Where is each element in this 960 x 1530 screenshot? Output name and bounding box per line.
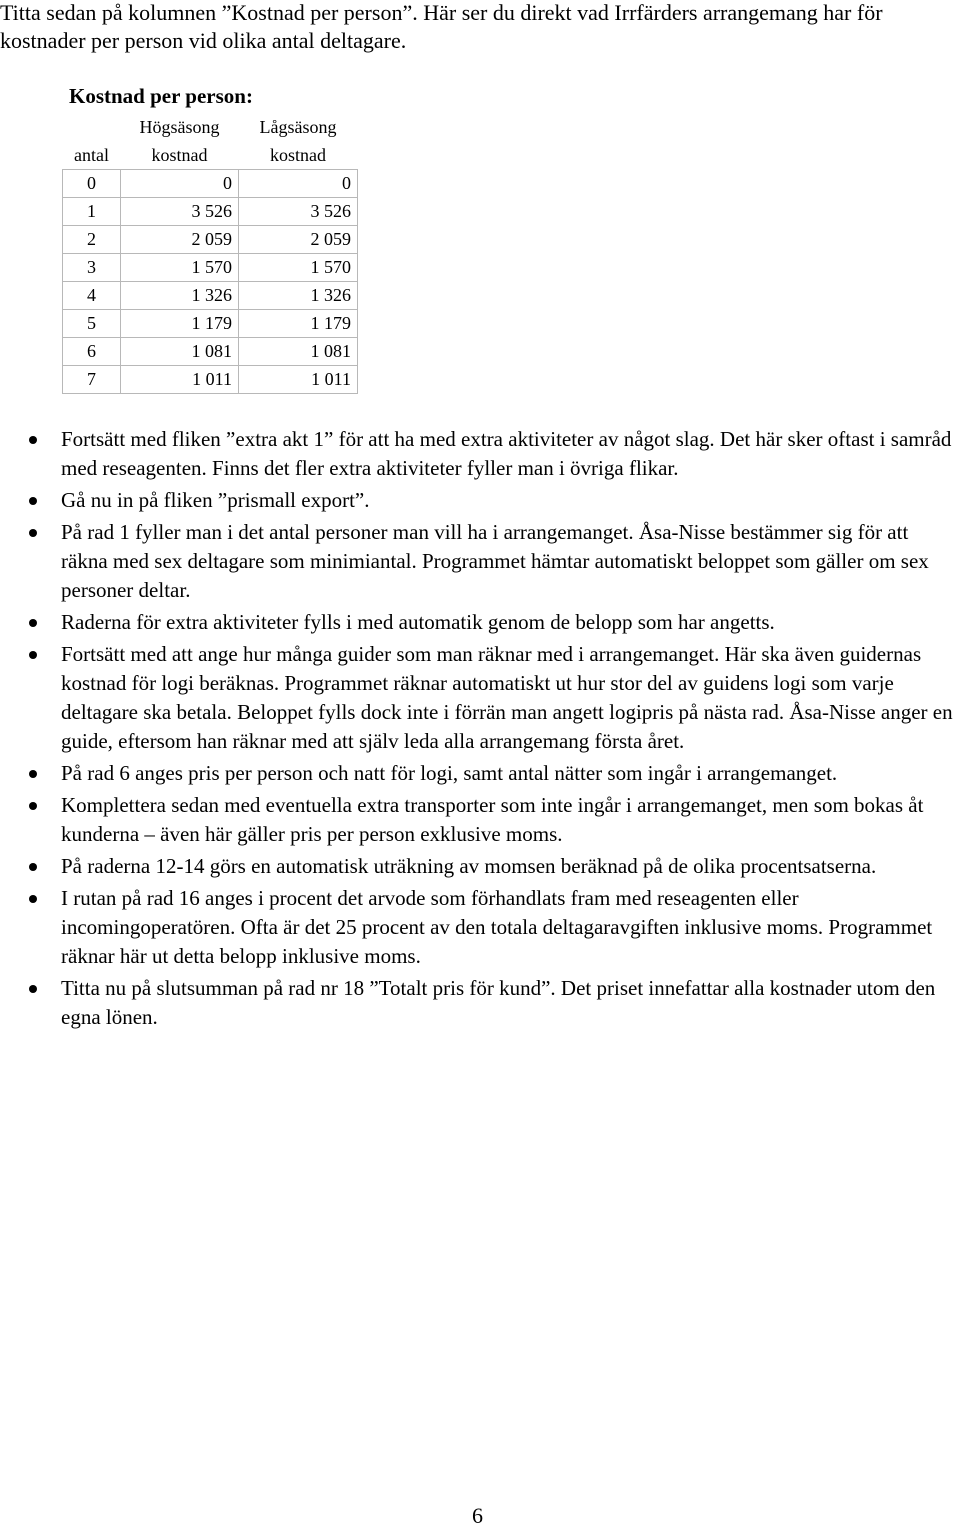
- list-item-text: På raderna 12-14 görs en automatisk uträkning av momsen beräknad på de olika procentsatserna.: [61, 854, 877, 878]
- table-cell: 3: [63, 254, 121, 282]
- table-header-row-columns: [63, 142, 358, 170]
- list-item-text: Gå nu in på fliken ”prismall export”.: [61, 488, 370, 512]
- table-cell: 3 526: [121, 198, 239, 226]
- list-item-text: I rutan på rad 16 anges i procent det arvode som förhandlats fram med reseagenten eller incomingoperatören. Ofta är det 25 procent av den totala deltagaravgiften inklusive moms. Programmet räknar här ut detta belopp inklusive moms.: [61, 886, 933, 968]
- table-cell: 2 059: [239, 226, 358, 254]
- table-row: [63, 198, 358, 226]
- table-row: [63, 254, 358, 282]
- bullet-icon: [29, 863, 37, 871]
- table-cell: 1 179: [239, 310, 358, 338]
- table-header-cell: Högsäsong: [139, 117, 220, 137]
- table-header-row-season: [63, 114, 358, 142]
- table-cell: 0: [63, 170, 121, 198]
- table-cell: 1: [63, 198, 121, 226]
- list-item-text: Fortsätt med fliken ”extra akt 1” för att ha med extra aktiviteter av något slag. Det här sker oftast i samråd med reseagenten. Finns det fler extra aktiviteter fyller man i övriga flikar.: [61, 427, 952, 480]
- bullet-icon: [29, 802, 37, 810]
- page-number: 6: [472, 1503, 483, 1528]
- table-cell: 2: [63, 226, 121, 254]
- list-item-text: Fortsätt med att ange hur många guider som man räknar med i arrangemanget. Här ska även guidernas kostnad för logi beräknas. Programmet räknar automatiskt ut hur stor del av guidens logi som varje deltagare ska betala. Beloppet fylls dock inte i förrän man angett logipris på nästa rad. Åsa-Nisse anger en guide, eftersom han räknar med att själv leda alla arrangemang första året.: [61, 642, 953, 753]
- table-cell: 1 011: [121, 366, 239, 394]
- list-item: [0, 884, 960, 971]
- instruction-list: [0, 425, 960, 1035]
- bullet-icon: [29, 619, 37, 627]
- table-cell: 1 570: [239, 254, 358, 282]
- table-header-cell: [63, 114, 121, 142]
- list-item: [0, 759, 960, 788]
- table-row: [63, 366, 358, 394]
- table-cell: 1 081: [121, 338, 239, 366]
- list-item: [0, 486, 960, 515]
- table-header-cell: kostnad: [239, 142, 358, 170]
- list-item: [0, 425, 960, 483]
- list-item: [0, 518, 960, 605]
- list-item: [0, 640, 960, 756]
- list-item: [0, 974, 960, 1032]
- bullet-icon: [29, 985, 37, 993]
- table-cell: 2 059: [121, 226, 239, 254]
- bullet-icon: [29, 651, 37, 659]
- bullet-icon: [29, 436, 37, 444]
- bullet-icon: [29, 529, 37, 537]
- table-title: Kostnad per person:: [69, 84, 253, 108]
- table-cell: 0: [121, 170, 239, 198]
- table-header-cell: antal: [63, 142, 121, 170]
- table-cell: 1 179: [121, 310, 239, 338]
- table-cell: 1 011: [239, 366, 358, 394]
- list-item: [0, 852, 960, 881]
- table-cell: 1 326: [121, 282, 239, 310]
- table-header-cell: kostnad: [121, 142, 239, 170]
- list-item-text: Titta nu på slutsumman på rad nr 18 ”Totalt pris för kund”. Det priset innefattar alla kostnader utom den egna lönen.: [61, 976, 936, 1029]
- table-cell: 0: [239, 170, 358, 198]
- list-item-text: På rad 6 anges pris per person och natt för logi, samt antal nätter som ingår i arrangemanget.: [61, 761, 838, 785]
- list-item: [0, 608, 960, 637]
- bullet-icon: [29, 497, 37, 505]
- table-cell: 7: [63, 366, 121, 394]
- table-cell: 1 081: [239, 338, 358, 366]
- list-item-text: Komplettera sedan med eventuella extra transporter som inte ingår i arrangemanget, men som bokas åt kunderna – även här gäller pris per person exklusive moms.: [61, 793, 924, 846]
- table-row: [63, 282, 358, 310]
- cost-per-person-table: [62, 113, 358, 394]
- table-cell: 6: [63, 338, 121, 366]
- table-row: [63, 310, 358, 338]
- table-cell: 4: [63, 282, 121, 310]
- table-row: [63, 226, 358, 254]
- table-cell: 1 570: [121, 254, 239, 282]
- table-row: [63, 338, 358, 366]
- list-item-text: Raderna för extra aktiviteter fylls i med automatik genom de belopp som har angetts.: [61, 610, 775, 634]
- table-cell: 3 526: [239, 198, 358, 226]
- list-item: [0, 791, 960, 849]
- table-row: [63, 170, 358, 198]
- intro-paragraph: Titta sedan på kolumnen ”Kostnad per person”. Här ser du direkt vad Irrfärders arrangemang har för kostnader per person vid olika antal deltagare.: [0, 0, 883, 53]
- table-cell: 1 326: [239, 282, 358, 310]
- table-header-cell: Lågsäsong: [259, 117, 337, 137]
- table-cell: 5: [63, 310, 121, 338]
- list-item-text: På rad 1 fyller man i det antal personer man vill ha i arrangemanget. Åsa-Nisse bestämmer sig för att räkna med sex deltagare som minimiantal. Programmet hämtar automatiskt beloppet som gäller om sex personer deltar.: [61, 520, 929, 602]
- bullet-icon: [29, 895, 37, 903]
- bullet-icon: [29, 770, 37, 778]
